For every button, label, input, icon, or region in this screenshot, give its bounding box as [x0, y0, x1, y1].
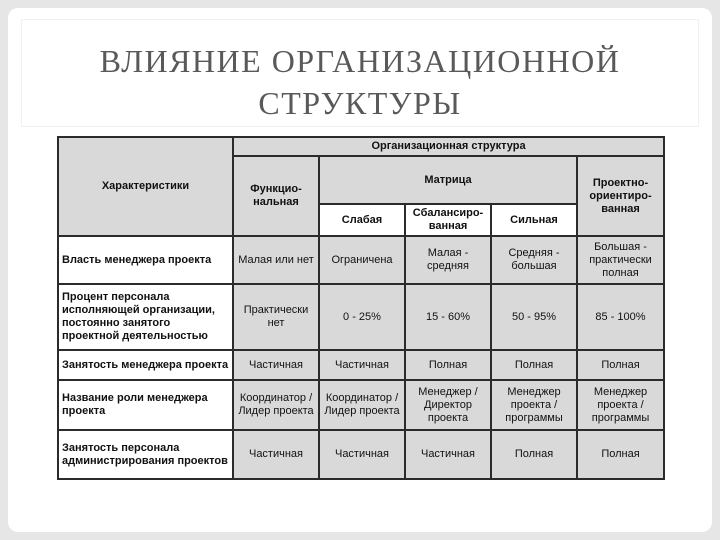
cell-functional: Координатор / Лидер проекта	[233, 380, 319, 430]
cell-weak: Частичная	[319, 350, 405, 380]
cell-project: Полная	[577, 430, 664, 479]
header-weak: Слабая	[319, 204, 405, 236]
cell-weak: Координатор / Лидер проекта	[319, 380, 405, 430]
cell-balanced: Менеджер / Директор проекта	[405, 380, 491, 430]
cell-weak: Ограничена	[319, 236, 405, 284]
cell-project: Полная	[577, 350, 664, 380]
cell-weak: 0 - 25%	[319, 284, 405, 350]
header-characteristics: Характеристики	[58, 137, 233, 236]
cell-strong: Менеджер проекта / программы	[491, 380, 577, 430]
cell-strong: 50 - 95%	[491, 284, 577, 350]
cell-functional: Практически нет	[233, 284, 319, 350]
cell-strong: Средняя - большая	[491, 236, 577, 284]
comparison-table	[57, 136, 665, 480]
row-label: Название роли менеджера проекта	[58, 380, 233, 430]
title-line-1: ВЛИЯНИЕ ОРГАНИЗАЦИОННОЙ	[99, 43, 621, 79]
cell-functional: Малая или нет	[233, 236, 319, 284]
row-label: Власть менеджера проекта	[58, 236, 233, 284]
cell-strong: Полная	[491, 430, 577, 479]
header-matrix: Матрица	[319, 156, 577, 204]
header-project-oriented: Проектно-ориентиро-ванная	[577, 156, 664, 236]
row-label: Занятость менеджера проекта	[58, 350, 233, 380]
table-row	[58, 284, 664, 350]
cell-project: Менеджер проекта / программы	[577, 380, 664, 430]
slide-title	[22, 40, 698, 124]
title-line-2: СТРУКТУРЫ	[258, 85, 462, 121]
header-strong: Сильная	[491, 204, 577, 236]
row-label: Занятость персонала администрирования проектов	[58, 430, 233, 479]
header-org-structure: Организационная структура	[233, 137, 664, 156]
cell-balanced: 15 - 60%	[405, 284, 491, 350]
cell-project: Большая - практически полная	[577, 236, 664, 284]
table-row	[58, 430, 664, 479]
table-row	[58, 350, 664, 380]
cell-project: 85 - 100%	[577, 284, 664, 350]
title-band	[22, 20, 698, 126]
row-label: Процент персонала исполняющей организации, постоянно занятого проектной деятельностью	[58, 284, 233, 350]
header-balanced: Сбалансиро-ванная	[405, 204, 491, 236]
cell-balanced: Малая - средняя	[405, 236, 491, 284]
cell-weak: Частичная	[319, 430, 405, 479]
table-row	[58, 380, 664, 430]
header-functional: Функцио-нальная	[233, 156, 319, 236]
table-row	[58, 236, 664, 284]
cell-balanced: Частичная	[405, 430, 491, 479]
comparison-table-wrapper	[57, 136, 663, 482]
cell-functional: Частичная	[233, 430, 319, 479]
cell-strong: Полная	[491, 350, 577, 380]
cell-functional: Частичная	[233, 350, 319, 380]
cell-balanced: Полная	[405, 350, 491, 380]
